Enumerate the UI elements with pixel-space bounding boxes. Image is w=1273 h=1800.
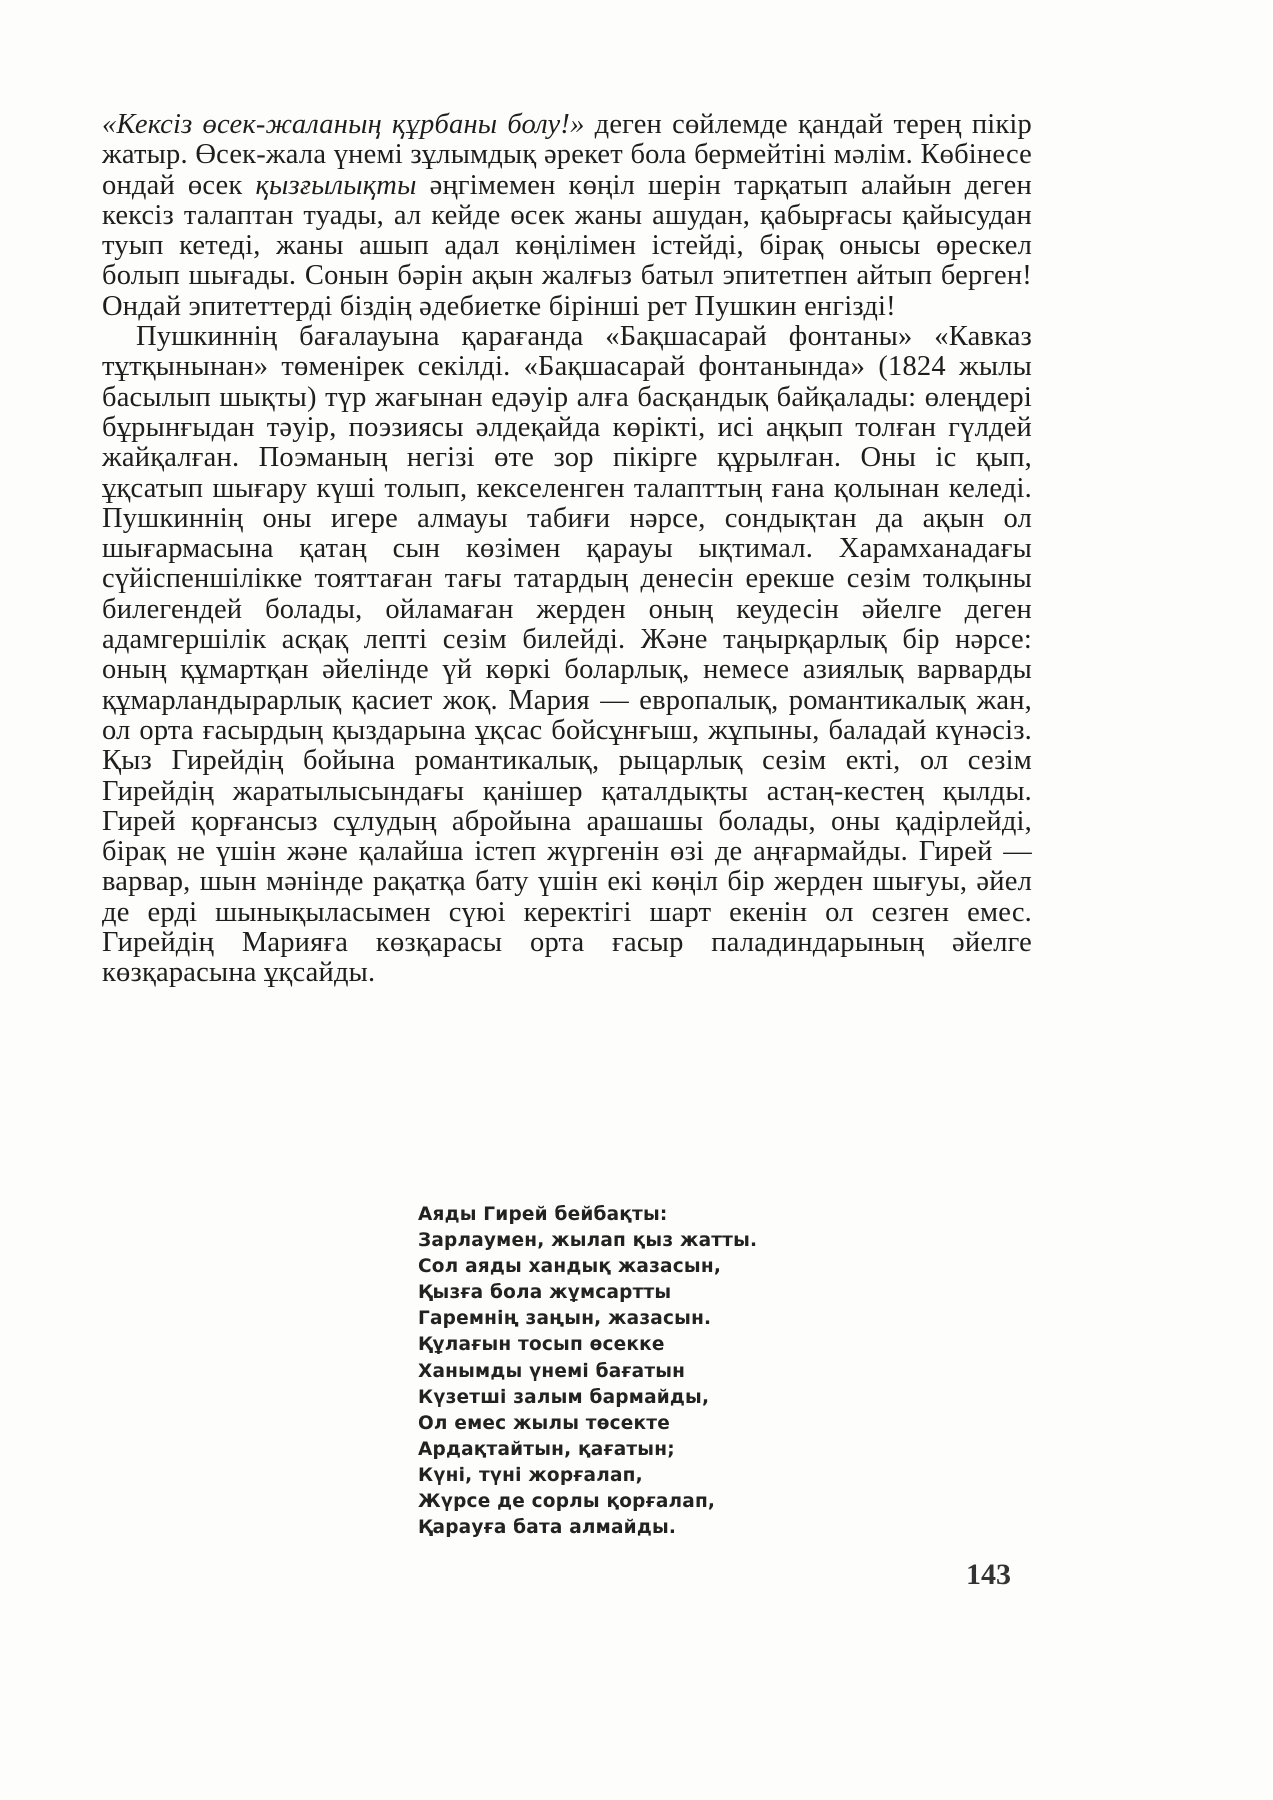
poem-line: Күзетші залым бармайды,: [418, 1386, 710, 1408]
poem-line: Ардақтайтын, қағатын;: [418, 1438, 675, 1460]
poem-line: Күні, түні жорғалап,: [418, 1464, 643, 1486]
poem-line: Жүрсе де сорлы қорғалап,: [418, 1491, 716, 1513]
paragraph-1-text-b: әңгімемен көңіл шерін тарқатып алайын деген кексіз талаптан туады, ал кейде өсек жаны ашудан, қабырғасы қайысудан туып кетеді, жаны ашып адал көңілімен істейді, бірақ онысы өрескел болып шығады. Сонын бәрін ақын жалғыз батыл эпитетпен айтып берген! Ондай эпитеттерді біздің әдебиетке бірінші рет Пушкин енгізді!: [102, 169, 1032, 322]
poem-line: Қарауға бата алмайды.: [418, 1517, 677, 1539]
paragraph-2: Пушкиннің бағалауына қарағанда «Бақшасарай фонтаны» «Кавказ тұтқынынан» төменірек секілді. «Бақшасарай фонтанында» (1824 жылы басылып шықты) түр жағынан едәуір алға басқандық байқалады: өлеңдері бұрынғыдан тәуір, поэзиясы әлдеқайда көрікті, исі аңқып толған гүлдей жайқалған. Поэманың негізі өте зор пікірге құрылған. Оны іс қып, ұқсатып шығару күші толып, кекселенген талапттың ғана қолынан келеді. Пушкиннің оны игере алмауы табиғи нәрсе, сондықтан да ақын ол шығармасына қатаң сын көзімен қарауы ықтимал. Харамханадағы сүйіспеншілікке тояттаған тағы татардың денесін ерекше сезім толқыны билегендей болады, ойламаған жерден оның кеудесін әйелге деген адамгершілік асқақ лепті сезім билейді. Және таңырқарлық бір нәрсе: оның құмартқан әйелінде үй көркі боларлық, немесе азиялық варварды құмарландырарлық қасиет жоқ. Мария — европалық, романтикалық жан, ол орта ғасырдың қыздарына ұқсас бойсұнғыш, жұпыны, баладай күнәсіз. Қыз Гирейдің бойына романтикалық, рыцарлық сезім екті, ол сезім Гирейдің жаратылысындағы қанішер қаталдықты астаң-кестең қылды. Гирей қорғансыз сұлудың абройына арашашы болады, оны қадірлейді, бірақ не үшін және қалайша істеп жүргенін өзі де аңғармайды. Гирей — варвар, шын мәнінде рақатқа бату үшін екі көңіл бір жерден шығуы, әйел де ерді шынықыласымен сүюі керектігі шарт екенін ол сезген емес. Гирейдің Марияға көзқарасы орта ғасыр паладиндарының әйелге көзқарасына ұқсайды.: [102, 321, 1032, 989]
emphasis-word: қызғылықты: [255, 169, 417, 201]
poem-excerpt: [418, 1202, 838, 1541]
poem-line: Аяды Гирей бейбақты:: [418, 1204, 668, 1225]
poem-line: Қызға бола жұмсартты: [418, 1282, 672, 1304]
poem-line: Гаремнің заңын, жазасын.: [418, 1308, 712, 1330]
poem-line: Сол аяды хандық жазасын,: [418, 1256, 722, 1278]
poem-line: Ол емес жылы төсекте: [418, 1412, 670, 1434]
paragraph-1: [102, 110, 1032, 322]
poem-line: Зарлаумен, жылап қыз жатты.: [418, 1230, 758, 1252]
poem-line: Ханымды үнемі бағатын: [418, 1360, 686, 1382]
emphasis-quote: «Кексіз өсек-жаланың құрбаны болу!»: [102, 109, 585, 140]
paragraph-1-text-a: деген сөйлемде қандай терең пікір жатыр. Өсек-жала үнемі зұлымдық әрекет бола бермейтіні мәлім. Көбінесе ондай өсек: [102, 109, 1032, 201]
prose-body: [102, 110, 1032, 989]
page-number: 143: [966, 1558, 1011, 1591]
poem-line: Құлағын тосып өсекке: [418, 1334, 665, 1356]
